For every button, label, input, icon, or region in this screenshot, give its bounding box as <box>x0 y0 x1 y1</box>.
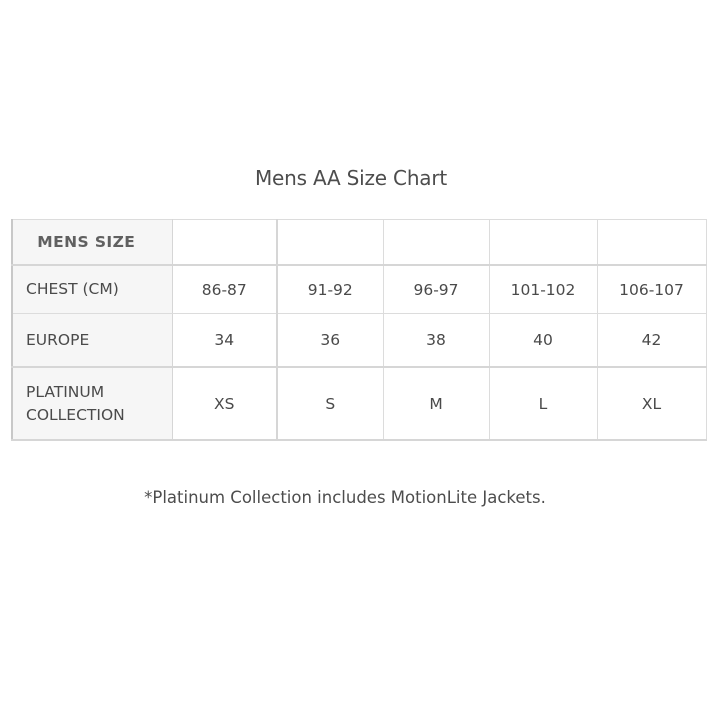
table-cell: M <box>383 367 489 440</box>
table-row-europe <box>12 314 706 368</box>
row-label-europe: EUROPE <box>12 314 172 368</box>
page-title: Mens AA Size Chart <box>254 166 448 190</box>
table-cell: 106-107 <box>597 265 706 314</box>
table-row-platinum <box>12 367 706 440</box>
table-header-row <box>12 220 706 266</box>
header-cell <box>489 220 597 266</box>
row-label-line: PLATINUM <box>26 382 105 401</box>
table-cell: 42 <box>597 314 706 368</box>
table-cell: XL <box>597 367 706 440</box>
header-cell <box>172 220 277 266</box>
table-cell: 38 <box>383 314 489 368</box>
row-label-chest: CHEST (CM) <box>12 265 172 314</box>
table-cell: 86-87 <box>172 265 277 314</box>
table-cell: XS <box>172 367 277 440</box>
row-label-line: COLLECTION <box>26 405 125 424</box>
table-cell: 40 <box>489 314 597 368</box>
header-cell <box>277 220 383 266</box>
table-cell: L <box>489 367 597 440</box>
table-cell: 34 <box>172 314 277 368</box>
table-cell: 36 <box>277 314 383 368</box>
table-row-chest <box>12 265 706 314</box>
table-cell: S <box>277 367 383 440</box>
table-cell: 91-92 <box>277 265 383 314</box>
row-label-platinum-collection <box>12 367 172 440</box>
size-chart-table <box>11 219 707 441</box>
footnote: *Platinum Collection includes MotionLite Jackets. <box>144 488 546 507</box>
header-label-mens-size: MENS SIZE <box>12 220 172 266</box>
table-cell: 101-102 <box>489 265 597 314</box>
header-cell <box>597 220 706 266</box>
header-cell <box>383 220 489 266</box>
table-cell: 96-97 <box>383 265 489 314</box>
